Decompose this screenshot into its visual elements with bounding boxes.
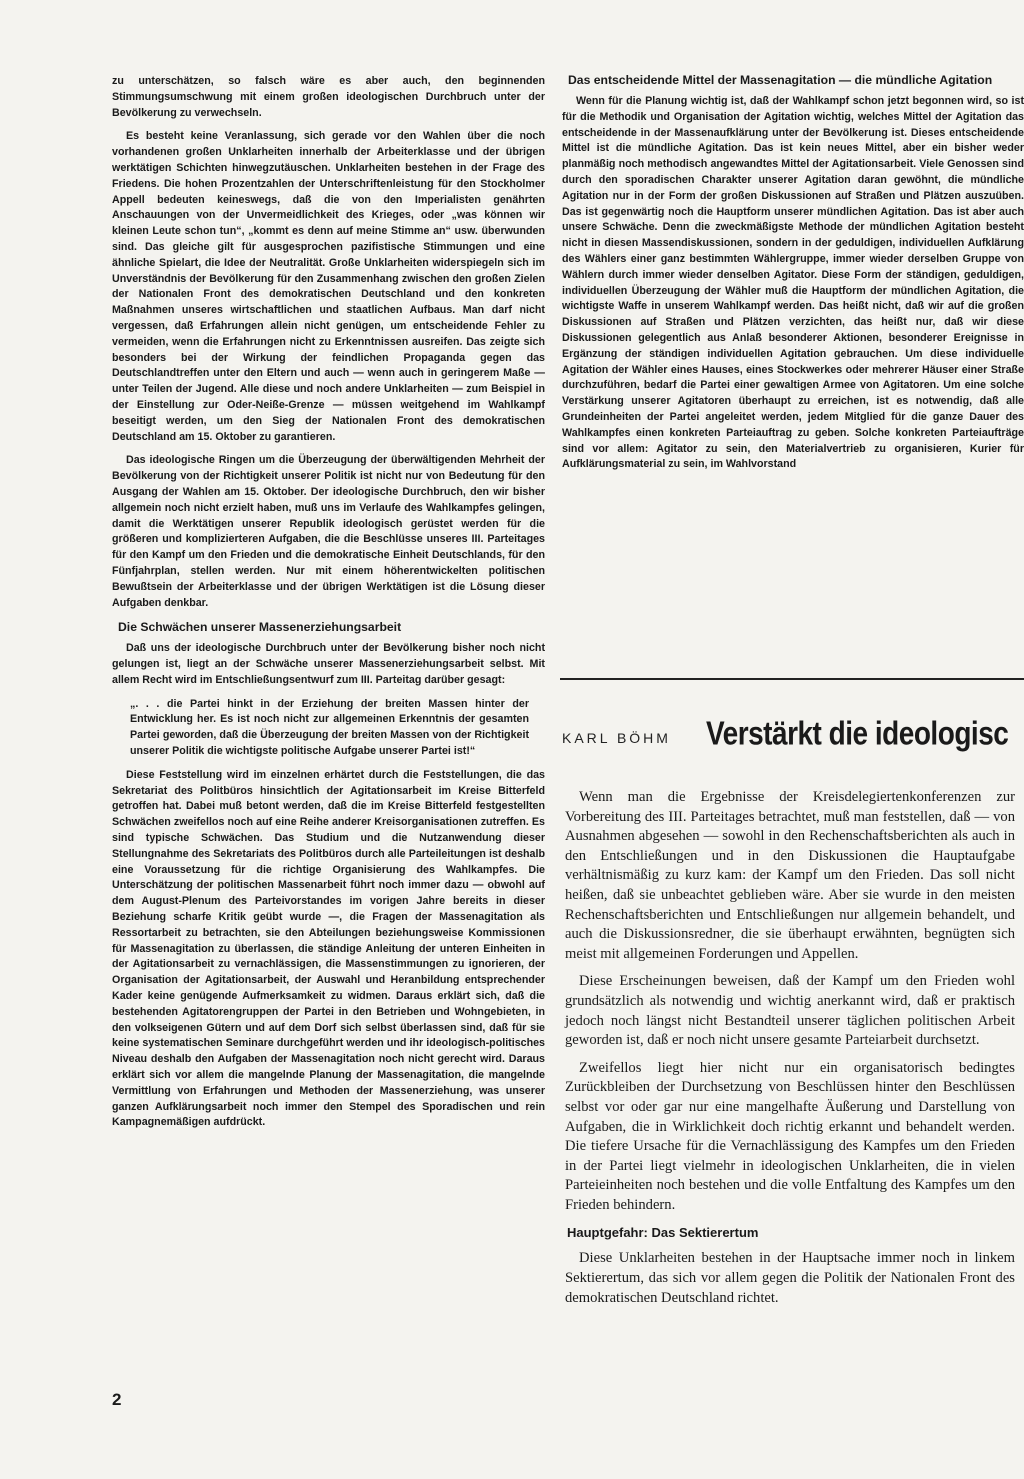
section-heading: Das entscheidende Mittel der Massenagitation — die mündliche Agitation [568,73,993,87]
paragraph: Das ideologische Ringen um die Überzeugung der überwältigenden Mehrheit der Bevölkerung von der Richtigkeit unserer Politik ist nicht nur von Bedeutung für den Ausgang der Wahlen am 15. Oktober. Der ideologische Durchbruch, den wir bisher allgemein noch nicht erzielt haben, muß uns im Verlaufe des Wahlkampfes gelingen, damit die Werktätigen unserer Republik ideologisch gerüstet werden für die größeren und komplizierteren Aufgaben, die die Beschlüsse unseres III. Parteitages für den Kampf um den Frieden und die demokratische Einheit Deutschlands, für den Fünfjahrplan, stellen werden. Nur mit einem höherentwickelten politischen Bewußtsein der Arbeiterklasse und der übrigen Werktätigen ist die Lösung dieser Aufgaben denkbar. [112,454,545,609]
paragraph: Zweifellos liegt hier nicht nur ein organisatorisch bedingtes Zurückbleiben der Durchsetzung von Beschlüssen hinter den Beschlüssen selbst vor oder gar nur eine mangelhafte Äußerung und Darstellung von Aufgaben, die in Wirklichkeit doch richtig erkannt und behandelt werden. Die tiefere Ursache für die Vernachlässigung des Kampfes um den Frieden in der Partei liegt vielmehr in ideologischen Unklarheiten, die in vielen Parteieinheiten noch bestehen und die volle Entfaltung des Kampfes um den Frieden behindern. [565,1059,1015,1213]
article-headline: Verstärkt die ideologisc [706,715,1009,752]
left-column [112,74,545,1139]
paragraph: Diese Unklarheiten bestehen in der Hauptsache immer noch in linkem Sektierertum, das sich vor allem gegen die Politik der Nationalen Front des demokratischen Deutschland richtet. [565,1250,1015,1306]
author-byline: KARL BÖHM [562,730,671,746]
paragraph: Es besteht keine Veranlassung, sich gerade vor den Wahlen über die noch vorhandenen großen Unklarheiten innerhalb der Arbeiterklasse und der übrigen werktätigen Schichten hinwegzutäuschen. Unklarheiten bestehen in der Frage des Friedens. Die hohen Prozentzahlen der Unterschriftenleistung für den Stockholmer Appell bedeuten keineswegs, daß die von den Imperialisten genährten Anschauungen von der Unvermeidlichkeit des Krieges, oder „was können wir kleinen Leute schon tun“, „kommt es denn auf meine Stimme an“ usw. überwunden sind. Das gleiche gilt für ausgesprochen pazifistische Stimmungen und eine ähnliche Spielart, die Idee der Neutralität. Große Unklarheiten widerspiegeln sich im Unverständnis der Bevölkerung für den Zusammenhang zwischen den großen Zielen der Nationalen Front des demokratischen Deutschland und den konkreten Maßnahmen unseres wirtschaftlichen und staatlichen Aufbaus. Man darf nicht vergessen, daß Erfahrungen allein nicht genügen, um entscheidende Fehler zu vermeiden, wenn die Erfahrungen nicht zu Erkenntnissen ausreifen. Das zeigte sich besonders bei der Wirkung der feindlichen Propaganda gegen das Deutschlandtreffen unter den Eltern und auch — wenn auch in geringerem Maße — unter Teilen der Jugend. Alle diese und noch andere Unklarheiten — zum Beispiel in der Einstellung zur Oder-Neiße-Grenze — müssen weitgehend im Wahlkampf beseitigt werden, um den Sieg der Nationalen Front des demokratischen Deutschland am 15. Oktober zu garantieren. [112,130,545,443]
page-number: 2 [112,1390,122,1409]
paragraph: Wenn für die Planung wichtig ist, daß der Wahlkampf schon jetzt begonnen wird, so ist für die Methodik und Organisation der Agitation wichtig, welches Mittel der Agitation das entscheidende in der Massenaufklärung unter der Bevölkerung ist. Dieses entscheidende Mittel ist die mündliche Agitation. Das ist kein neues Mittel, aber ein bisher weder planmäßig noch methodisch angewandtes Mittel der Agitationsarbeit. Viele Genossen sind durch den sporadischen Charakter unserer Agitation daran gewöhnt, die mündliche Agitation nur in der Form der großen Diskussionen auf Straßen und Plätzen auszuüben. Das ist gegenwärtig noch die Hauptform unserer mündlichen Agitation. Das ist aber auch unsere Schwäche. Denn die zweckmäßigste Methode der mündlichen Agitation besteht nicht in diesen Massendiskussionen, sondern in der geduldigen, individuellen Aufklärung des Wählers einer ganz bestimmten Wählergruppe, immer wieder derselben Gruppe von Wählern durch immer wieder denselben Agitator. Diese Form der ständigen, geduldigen, individuellen Überzeugung der Wähler muß die Hauptform der mündlichen Agitation, die wichtigste Waffe in unserem Wahlkampf werden. Das heißt nicht, daß wir auf die großen Diskussionen auf Straßen und Plätzen verzichten, das heißt nur, daß wir diese Diskussionen gelegentlich aus Anlaß besonderer Aktionen, besonderer Ereignisse in Ergänzung der ständigen individuellen Agitation gebrauchen. Um diese individuelle Agitation der Wähler eines Hauses, eines Stockwerkes oder mehrerer Häuser einer Straße durchzuführen, bedarf die Partei einer gewaltigen Armee von Agitatoren. Um eine solche Verstärkung unserer Agitatoren überhaupt zu erreichen, ist es notwendig, daß alle Grundeinheiten der Partei angeleitet werden, jedem Mitglied für die ganze Dauer des Wahlkampfes einen konkreten Parteiauftrag zu geben. Solche konkreten Parteiaufträge sind vor allem: Agitator zu sein, den Materialvertrieb zu organisieren, Kurier für Aufklärungsmaterial zu sein, im Wahlvorstand [562,95,1024,471]
right-column [562,66,1024,481]
paragraph: Diese Erscheinungen beweisen, daß der Kampf um den Frieden wohl grundsätzlich als notwendig und wichtig anerkannt wird, daß er praktisch jedoch noch längst nicht Bestandteil unserer täglichen politischen Arbeit geworden ist, daß er noch nicht unsere gesamte Parteiarbeit durchsetzt. [565,973,1015,1049]
section-heading: Die Schwächen unserer Massenerziehungsarbeit [118,620,402,635]
paragraph: Diese Feststellung wird im einzelnen erhärtet durch die Feststellungen, die das Sekretariat des Politbüros hinsichtlich der Agitationsarbeit im Kreise Bitterfeld getroffen hat. Dabei muß betont werden, daß die im Kreise Bitterfeld festgestellten Schwächen zweifellos noch auf eine Reihe anderer Kreisorganisationen zutreffen. Es sind typische Schwächen. Das Studium und die Nutzanwendung dieser Stellungnahme des Sekretariats des Politbüros durch alle Parteileitungen ist deshalb eine Voraussetzung für die richtige Organisierung des Wahlkampfes. Die Unterschätzung der politischen Massenarbeit führt noch immer dazu — obwohl auf dem August-Plenum des Parteivorstandes im vorigen Jahre bereits in dieser Beziehung scharfe Kritik geübt wurde —, die Fragen der Massenagitation als Ressortarbeit zu betrachten, sie den Abteilungen beziehungsweise Kommissionen für Massenagitation zu überlassen, die ständige Anleitung der unteren Einheiten in der Agitationsarbeit zu vernachlässigen, die Massenstimmungen zu ignorieren, der Organisation der Agitationsarbeit, der Auswahl und Heranbildung entsprechender Kader keine genügende Aufmerksamkeit zu widmen. Daraus erklärt sich, daß die bestehenden Agitatorengruppen der Partei in den Betrieben und Wohngebieten, in den volkseigenen Gütern und auf dem Dorf sich selbst überlassen sind, daß für sie keine systematischen Seminare durchgeführt werden und ihr ideologisch-politisches Niveau deshalb den Aufgaben der Massenagitation noch nicht gerecht wird. Daraus erklärt sich vor allem die mangelnde Planung der Massenagitation, die mangelnde Vermittlung von Erfahrungen und Methoden der Massenerziehung, was unserer ganzen Aufklärungsarbeit noch immer den Stempel des Sporadischen und rein Kampagnemäßigen aufdrückt. [112,768,545,1129]
paragraph: zu unterschätzen, so falsch wäre es aber auch, den beginnenden Stimmungsumschwung mit einem großen ideologischen Durchbruch unter der Bevölkerung zu verwechseln. [112,75,545,119]
article-divider [560,678,1024,680]
paragraph: Daß uns der ideologische Durchbruch unter der Bevölkerung bisher noch nicht gelungen ist, liegt an der Schwäche unserer Massenerziehungsarbeit selbst. Mit allem Recht wird im Entschließungsentwurf zum III. Parteitag darüber gesagt: [112,642,545,686]
article-body [565,788,1015,1316]
paragraph: Wenn man die Ergebnisse der Kreisdelegiertenkonferenzen zur Vorbereitung des III. Parteitages betrachtet, muß man feststellen, daß — von Ausnahmen abgesehen — sowohl in den Rechenschaftsberichten als auch in den Entschließungen und in den Diskussionen die Hauptaufgabe verhältnismäßig zu kurz kam: der Kampf um den Frieden. Das soll nicht heißen, daß sie unbeachtet geblieben wäre. Aber sie wurde in den meisten Rechenschaftsberichten und Entschließungen nur allgemein behandelt, und auch die Diskussionsredner, die sie überhaupt erwähnten, begnügten sich meist mit allgemeinen Forderungen und Appellen. [565,789,1015,962]
quotation: „. . . die Partei hinkt in der Erziehung der breiten Massen hinter der Entwicklung her. Es ist noch nicht zur allgemeinen Erkenntnis der gesamten Partei geworden, daß die Überzeugung der breiten Massen von der Richtigkeit unserer Politik die wichtigste politische Aufgabe unserer Partei ist!“ [130,697,529,758]
section-heading: Hauptgefahr: Das Sektierertum [567,1225,759,1241]
